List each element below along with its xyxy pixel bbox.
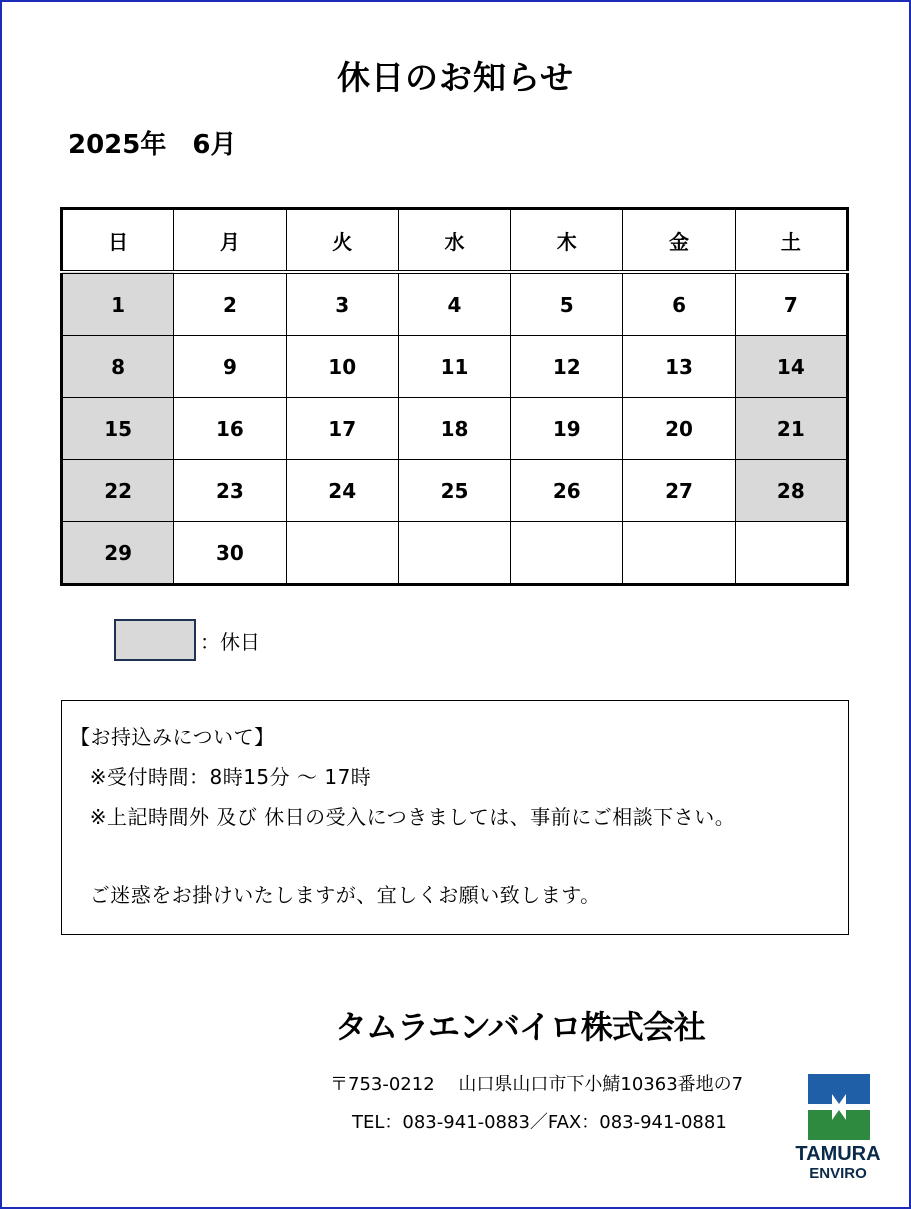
calendar-day-cell: 4 [398, 272, 510, 336]
calendar-body [62, 272, 848, 585]
notice-box [61, 700, 849, 935]
weekday-wed: 水 [398, 209, 510, 273]
calendar-day-cell: 15 [62, 398, 174, 460]
page-title: 休日のお知らせ [336, 58, 574, 97]
weekday-fri: 金 [623, 209, 735, 273]
calendar-empty-cell [398, 522, 510, 585]
calendar-day-cell: 20 [623, 398, 735, 460]
calendar-day-cell: 29 [62, 522, 174, 585]
calendar-day-cell: 24 [286, 460, 398, 522]
calendar-day-cell: 12 [511, 336, 623, 398]
calendar-week-row [62, 522, 848, 585]
calendar-day-cell: 14 [735, 336, 847, 398]
weekday-header-row [62, 209, 848, 273]
calendar-day-cell: 11 [398, 336, 510, 398]
calendar-day-cell: 28 [735, 460, 847, 522]
calendar-week-row [62, 460, 848, 522]
calendar-day-cell: 26 [511, 460, 623, 522]
company-contact: TEL：083-941-0883／FAX：083-941-0881 [352, 1112, 727, 1133]
calendar-day-cell: 16 [174, 398, 286, 460]
calendar-day-cell: 18 [398, 398, 510, 460]
weekday-sun: 日 [62, 209, 174, 273]
company-logo [786, 1074, 896, 1189]
weekday-sat: 土 [735, 209, 847, 273]
calendar-day-cell: 25 [398, 460, 510, 522]
calendar-empty-cell [511, 522, 623, 585]
weekday-tue: 火 [286, 209, 398, 273]
calendar-empty-cell [286, 522, 398, 585]
company-name: タムラエンバイロ株式会社 [335, 1008, 705, 1046]
logo-mark-icon [808, 1074, 870, 1140]
calendar-empty-cell [735, 522, 847, 585]
calendar-day-cell: 7 [735, 272, 847, 336]
calendar-day-cell: 23 [174, 460, 286, 522]
calendar-day-cell: 19 [511, 398, 623, 460]
calendar-empty-cell [623, 522, 735, 585]
calendar-day-cell: 21 [735, 398, 847, 460]
logo-text-enviro: ENVIRO [809, 1165, 867, 1182]
notice-hours: ※受付時間：8時15分 〜 17時 [76, 765, 372, 789]
notice-outside-hours: ※上記時間外 及び 休日の受入につきましては、事前にご相談下さい。 [76, 805, 736, 829]
calendar-week-row [62, 336, 848, 398]
calendar-day-cell: 1 [62, 272, 174, 336]
notice-apology: ご迷惑をお掛けいたしますが、宜しくお願い致します。 [76, 883, 601, 907]
calendar-day-cell: 22 [62, 460, 174, 522]
calendar-day-cell: 5 [511, 272, 623, 336]
calendar-day-cell: 9 [174, 336, 286, 398]
calendar-week-row [62, 272, 848, 336]
calendar-day-cell: 30 [174, 522, 286, 585]
calendar-day-cell: 13 [623, 336, 735, 398]
company-address: 〒753-0212 山口県山口市下小鯖10363番地の7 [330, 1074, 744, 1095]
calendar-week-row [62, 398, 848, 460]
calendar-day-cell: 6 [623, 272, 735, 336]
holiday-calendar [60, 207, 849, 586]
holiday-legend-label: ：休日 [200, 630, 260, 654]
notice-heading: 【お持込みについて】 [70, 725, 275, 749]
calendar-day-cell: 17 [286, 398, 398, 460]
calendar-day-cell: 27 [623, 460, 735, 522]
weekday-thu: 木 [511, 209, 623, 273]
month-label: 2025年 6月 [68, 130, 237, 160]
calendar-day-cell: 10 [286, 336, 398, 398]
logo-text-tamura: TAMURA [795, 1143, 881, 1165]
calendar-day-cell: 3 [286, 272, 398, 336]
weekday-mon: 月 [174, 209, 286, 273]
calendar-day-cell: 8 [62, 336, 174, 398]
calendar-day-cell: 2 [174, 272, 286, 336]
holiday-legend-swatch [114, 619, 196, 661]
